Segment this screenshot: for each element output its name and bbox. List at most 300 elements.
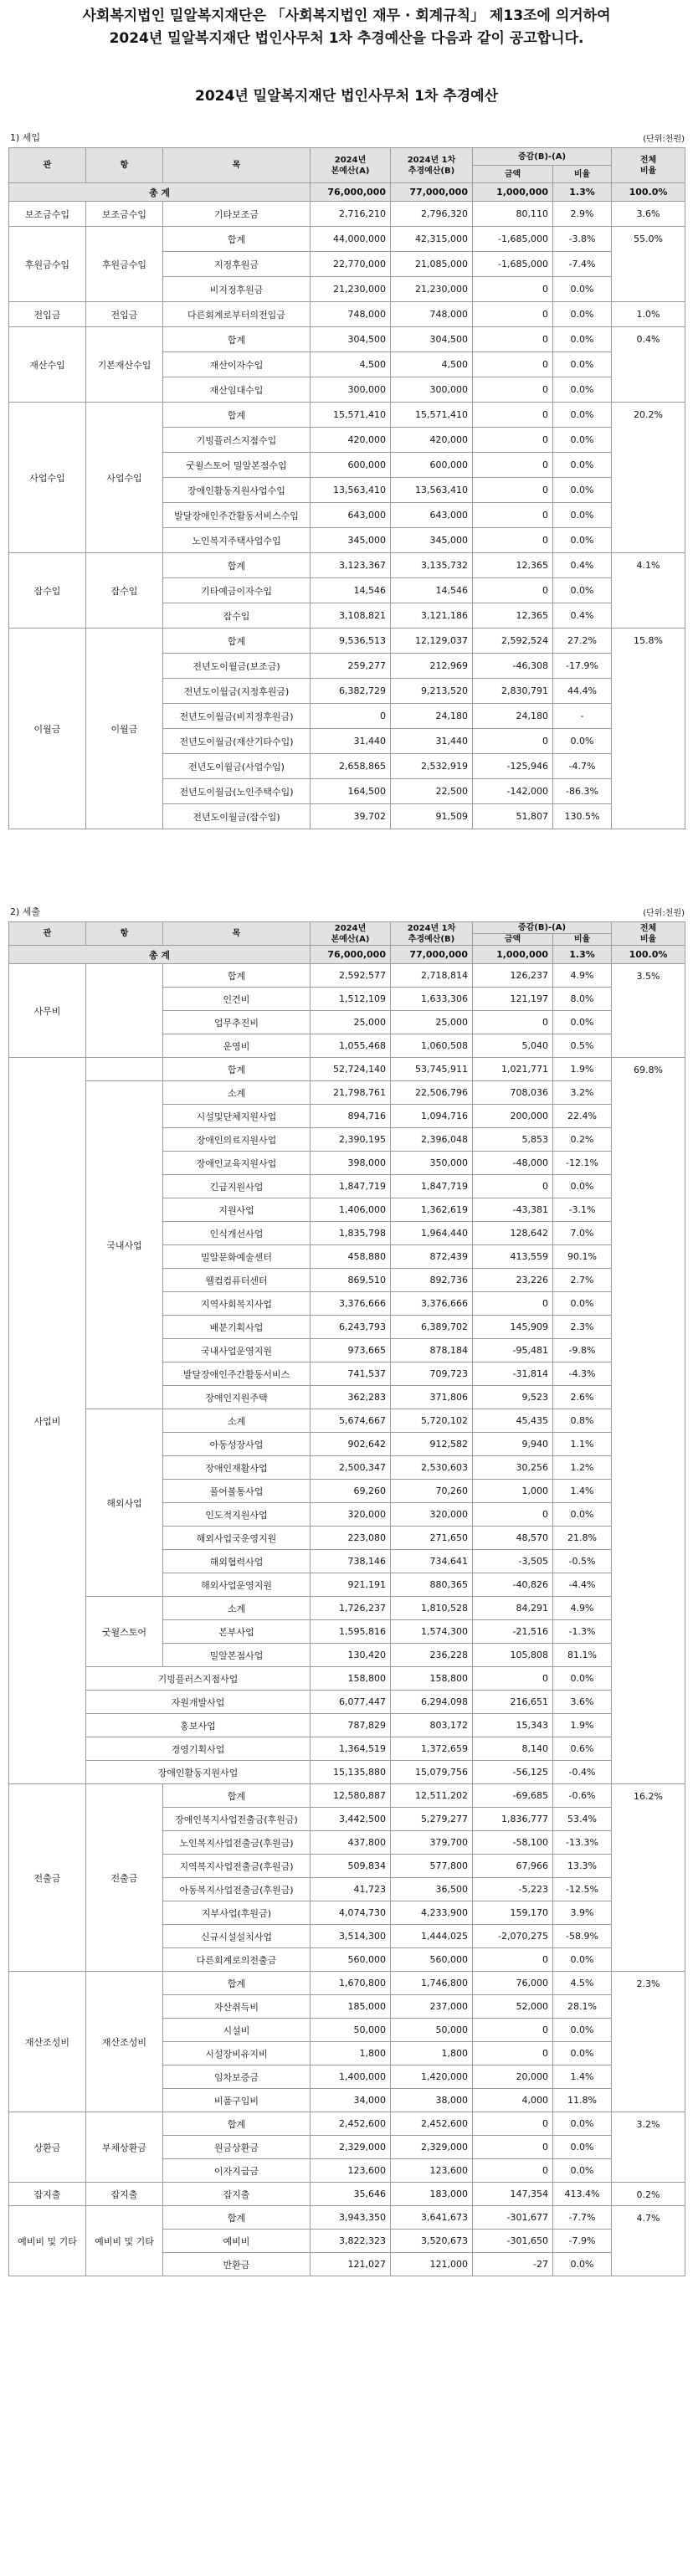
gwan-cell: 후원금수입 (9, 227, 86, 302)
supplementary-amount: 121,000 (391, 2253, 473, 2276)
table-row (9, 629, 685, 654)
supplementary-amount: 9,213,520 (391, 679, 473, 704)
header-supplementary-budget: 2024년 1차 추경예산(B) (391, 148, 473, 183)
total-share: 100.0% (612, 946, 685, 964)
difference-amount: 0 (473, 1292, 553, 1316)
supplementary-amount: 748,000 (391, 302, 473, 327)
difference-ratio: 1.3% (553, 946, 612, 964)
difference-amount: -1,685,000 (473, 227, 553, 252)
difference-ratio: 22.4% (553, 1105, 612, 1128)
mok-cell: 전년도이월금(사업수입) (163, 754, 311, 779)
mok-cell: 자산취득비 (163, 1995, 311, 2019)
original-amount: 362,283 (311, 1386, 391, 1409)
mok-cell: 합계 (163, 1058, 311, 1081)
original-amount: 300,000 (311, 377, 391, 403)
table-row (9, 1081, 685, 1105)
share-cell: 4.1% (612, 553, 685, 629)
supplementary-amount: 3,135,732 (391, 553, 473, 578)
original-amount: 259,277 (311, 654, 391, 679)
supplementary-amount: 5,279,277 (391, 1808, 473, 1831)
difference-amount: 128,642 (473, 1222, 553, 1245)
difference-ratio: 0.0% (553, 578, 612, 603)
mok-cell: 비지정후원금 (163, 277, 311, 302)
original-amount: 1,406,000 (311, 1198, 391, 1222)
income-table (8, 147, 685, 829)
supplementary-amount: 77,000,000 (391, 183, 473, 202)
difference-ratio: -4.7% (553, 754, 612, 779)
difference-ratio: -7.9% (553, 2230, 612, 2253)
difference-amount: 80,110 (473, 202, 553, 227)
difference-amount: 0 (473, 729, 553, 754)
difference-ratio: 1.3% (553, 183, 612, 202)
supplementary-amount: 2,530,603 (391, 1456, 473, 1480)
mok-cell: 원금상환금 (163, 2136, 311, 2159)
mok-cell: 합계 (163, 964, 311, 988)
header-gwan: 관 (9, 922, 86, 946)
supplementary-amount: 320,000 (391, 1503, 473, 1527)
gwan-cell: 재산조성비 (9, 1972, 86, 2112)
mok-cell: 지역복지사업전출금(후원금) (163, 1855, 311, 1878)
original-amount: 14,546 (311, 578, 391, 603)
original-amount: 738,146 (311, 1550, 391, 1573)
supplementary-amount: 22,500 (391, 779, 473, 804)
mok-cell: 국내사업운영지원 (163, 1339, 311, 1362)
notice-text (0, 0, 693, 50)
difference-ratio: 0.0% (553, 503, 612, 528)
table-row (9, 2183, 685, 2206)
difference-amount: 0 (473, 478, 553, 503)
difference-ratio: -1.3% (553, 1620, 612, 1644)
income-section-label: 1) 세입 (10, 132, 41, 143)
mok-cell: 합계 (163, 1972, 311, 1995)
supplementary-amount: 3,520,673 (391, 2230, 473, 2253)
difference-amount: 0 (473, 1175, 553, 1198)
mok-cell: 홍보사업 (86, 1714, 311, 1737)
difference-ratio: 0.5% (553, 1034, 612, 1058)
original-amount: 44,000,000 (311, 227, 391, 252)
supplementary-amount: 2,532,919 (391, 754, 473, 779)
difference-ratio: -4.3% (553, 1362, 612, 1386)
difference-amount: 708,036 (473, 1081, 553, 1105)
supplementary-amount: 2,796,320 (391, 202, 473, 227)
header-gwan: 관 (9, 148, 86, 183)
mok-cell: 지정후원금 (163, 252, 311, 277)
supplementary-amount: 6,294,098 (391, 1691, 473, 1714)
header-hang: 항 (86, 148, 163, 183)
difference-amount: 5,040 (473, 1034, 553, 1058)
supplementary-amount: 31,440 (391, 729, 473, 754)
hang-cell: 후원금수입 (86, 227, 163, 302)
supplementary-amount: 600,000 (391, 453, 473, 478)
supplementary-amount: 91,509 (391, 804, 473, 829)
difference-amount: 105,808 (473, 1644, 553, 1667)
difference-ratio: 0.0% (553, 2136, 612, 2159)
difference-ratio: 0.6% (553, 1737, 612, 1761)
original-amount: 25,000 (311, 1011, 391, 1034)
hang-cell: 굿윌스토어 (86, 1597, 163, 1667)
difference-ratio: 0.0% (553, 2042, 612, 2065)
supplementary-amount: 892,736 (391, 1269, 473, 1292)
share-cell: 20.2% (612, 403, 685, 553)
total-label: 총 계 (9, 183, 311, 202)
difference-ratio: 130.5% (553, 804, 612, 829)
header-amount: 금액 (473, 934, 553, 946)
mok-cell: 신규시설설치사업 (163, 1925, 311, 1948)
difference-ratio: 3.9% (553, 1901, 612, 1925)
difference-ratio: 0.0% (553, 352, 612, 377)
difference-ratio: - (553, 704, 612, 729)
difference-ratio: 1.2% (553, 1456, 612, 1480)
original-amount: 2,716,210 (311, 202, 391, 227)
supplementary-amount: 3,121,186 (391, 603, 473, 629)
mok-cell: 합계 (163, 227, 311, 252)
difference-ratio: 1.4% (553, 1480, 612, 1503)
original-amount: 921,191 (311, 1573, 391, 1597)
total-row (9, 183, 685, 202)
supplementary-amount: 1,574,300 (391, 1620, 473, 1644)
supplementary-amount: 212,969 (391, 654, 473, 679)
difference-amount: 1,000,000 (473, 183, 553, 202)
difference-ratio: 8.0% (553, 988, 612, 1011)
difference-ratio: 1.1% (553, 1433, 612, 1456)
supplementary-amount: 183,000 (391, 2183, 473, 2206)
hang-cell: 해외사업 (86, 1409, 163, 1597)
original-amount: 3,376,666 (311, 1292, 391, 1316)
mok-cell: 합계 (163, 629, 311, 654)
original-amount: 3,108,821 (311, 603, 391, 629)
header-ratio: 비율 (553, 934, 612, 946)
table-row (9, 302, 685, 327)
hang-cell: 부채상환금 (86, 2112, 163, 2183)
original-amount: 13,563,410 (311, 478, 391, 503)
difference-amount: 45,435 (473, 1409, 553, 1433)
mok-cell: 합계 (163, 2112, 311, 2136)
difference-amount: 52,000 (473, 1995, 553, 2019)
mok-cell: 합계 (163, 403, 311, 428)
income-section-header (10, 131, 685, 147)
difference-ratio: 0.0% (553, 729, 612, 754)
difference-ratio: 0.0% (553, 302, 612, 327)
supplementary-amount: 803,172 (391, 1714, 473, 1737)
difference-amount: 0 (473, 277, 553, 302)
supplementary-amount: 912,582 (391, 1433, 473, 1456)
original-amount: 2,658,865 (311, 754, 391, 779)
gwan-cell: 재산수입 (9, 327, 86, 403)
original-amount: 15,135,880 (311, 1761, 391, 1784)
mok-cell: 인도적지원사업 (163, 1503, 311, 1527)
supplementary-amount: 3,641,673 (391, 2206, 473, 2230)
share-cell: 3.5% (612, 964, 685, 1058)
mok-cell: 지부사업(후원금) (163, 1901, 311, 1925)
original-amount: 21,798,761 (311, 1081, 391, 1105)
original-amount: 398,000 (311, 1152, 391, 1175)
hang-cell: 사업수입 (86, 403, 163, 553)
supplementary-amount: 24,180 (391, 704, 473, 729)
difference-ratio: 3.6% (553, 1691, 612, 1714)
mok-cell: 장애인의료지원사업 (163, 1128, 311, 1152)
supplementary-amount: 1,800 (391, 2042, 473, 2065)
share-cell: 16.2% (612, 1784, 685, 1972)
difference-amount: -58,100 (473, 1831, 553, 1855)
difference-amount: 0 (473, 2112, 553, 2136)
mok-cell: 인건비 (163, 988, 311, 1011)
table-row (9, 1058, 685, 1081)
original-amount: 3,442,500 (311, 1808, 391, 1831)
difference-amount: 0 (473, 1667, 553, 1691)
original-amount: 1,400,000 (311, 2065, 391, 2089)
difference-ratio: 13.3% (553, 1855, 612, 1878)
mok-cell: 지역사회복지사업 (163, 1292, 311, 1316)
difference-amount: 0 (473, 528, 553, 553)
difference-amount: 5,853 (473, 1128, 553, 1152)
table-row (9, 1409, 685, 1433)
table-row (9, 2112, 685, 2136)
difference-ratio: -3.1% (553, 1198, 612, 1222)
supplementary-amount: 21,230,000 (391, 277, 473, 302)
mok-cell: 다른회계로의전출금 (163, 1948, 311, 1972)
supplementary-amount: 1,420,000 (391, 2065, 473, 2089)
difference-ratio: 0.0% (553, 1503, 612, 1527)
supplementary-amount: 123,600 (391, 2159, 473, 2183)
supplementary-amount: 1,964,440 (391, 1222, 473, 1245)
table-row (9, 1784, 685, 1808)
difference-amount: -48,000 (473, 1152, 553, 1175)
original-amount: 1,512,109 (311, 988, 391, 1011)
difference-ratio: -9.8% (553, 1339, 612, 1362)
difference-amount: 147,354 (473, 2183, 553, 2206)
table-row (9, 2206, 685, 2230)
difference-ratio: -12.1% (553, 1152, 612, 1175)
share-cell: 3.2% (612, 2112, 685, 2183)
mok-cell: 장애인활동지원사업 (86, 1761, 311, 1784)
share-cell: 2.3% (612, 1972, 685, 2112)
supplementary-amount: 350,000 (391, 1152, 473, 1175)
difference-ratio: 0.0% (553, 1667, 612, 1691)
hang-cell: 잡수입 (86, 553, 163, 629)
header-supplementary-budget: 2024년 1차 추경예산(B) (391, 922, 473, 946)
original-amount: 2,390,195 (311, 1128, 391, 1152)
notice-line-2: 2024년 밀알복지재단 법인사무처 1차 추경예산을 다음과 같이 공고합니다. (109, 30, 584, 47)
mok-cell: 기빙플러스지점사업 (86, 1667, 311, 1691)
original-amount: 9,536,513 (311, 629, 391, 654)
supplementary-amount: 77,000,000 (391, 946, 473, 964)
difference-amount: 200,000 (473, 1105, 553, 1128)
mok-cell: 기빙플러스지점수입 (163, 428, 311, 453)
difference-amount: 15,343 (473, 1714, 553, 1737)
gwan-cell: 잡수입 (9, 553, 86, 629)
difference-amount: 0 (473, 1948, 553, 1972)
mok-cell: 전년도이월금(비지정후원금) (163, 704, 311, 729)
difference-ratio: 0.0% (553, 327, 612, 352)
difference-amount: 4,000 (473, 2089, 553, 2112)
mok-cell: 운영비 (163, 1034, 311, 1058)
table-row (9, 964, 685, 988)
header-total-share: 전체 비율 (612, 148, 685, 183)
table-row (9, 227, 685, 252)
table-row (9, 1667, 685, 1691)
supplementary-amount: 643,000 (391, 503, 473, 528)
original-amount: 0 (311, 704, 391, 729)
mok-cell: 전년도이월금(보조금) (163, 654, 311, 679)
mok-cell: 인식개선사업 (163, 1222, 311, 1245)
supplementary-amount: 12,129,037 (391, 629, 473, 654)
original-amount: 748,000 (311, 302, 391, 327)
original-amount: 3,123,367 (311, 553, 391, 578)
difference-ratio: 0.0% (553, 1011, 612, 1034)
difference-ratio: 0.0% (553, 1175, 612, 1198)
original-amount: 4,074,730 (311, 1901, 391, 1925)
original-amount: 1,835,798 (311, 1222, 391, 1245)
difference-ratio: -0.6% (553, 1784, 612, 1808)
difference-amount: -43,381 (473, 1198, 553, 1222)
expense-section-header (10, 905, 685, 921)
difference-ratio: 90.1% (553, 1245, 612, 1269)
gwan-cell: 전출금 (9, 1784, 86, 1972)
original-amount: 1,364,519 (311, 1737, 391, 1761)
supplementary-amount: 2,718,814 (391, 964, 473, 988)
supplementary-amount: 371,806 (391, 1386, 473, 1409)
total-row (9, 946, 685, 964)
supplementary-amount: 1,094,716 (391, 1105, 473, 1128)
original-amount: 420,000 (311, 428, 391, 453)
hang-cell: 국내사업 (86, 1081, 163, 1409)
difference-ratio: 81.1% (553, 1644, 612, 1667)
difference-ratio: 0.0% (553, 2112, 612, 2136)
difference-amount: 0 (473, 2159, 553, 2183)
mok-cell: 노인복지사업전출금(후원금) (163, 1831, 311, 1855)
difference-ratio: -58.9% (553, 1925, 612, 1948)
difference-ratio: 1.9% (553, 1058, 612, 1081)
difference-amount: 12,365 (473, 553, 553, 578)
difference-amount: 0 (473, 453, 553, 478)
mok-cell: 발달장애인주간활동서비스수입 (163, 503, 311, 528)
difference-ratio: -17.9% (553, 654, 612, 679)
original-amount: 22,770,000 (311, 252, 391, 277)
original-amount: 52,724,140 (311, 1058, 391, 1081)
difference-amount: 9,523 (473, 1386, 553, 1409)
difference-amount: 1,000 (473, 1480, 553, 1503)
difference-amount: -142,000 (473, 779, 553, 804)
supplementary-amount: 6,389,702 (391, 1316, 473, 1339)
original-amount: 2,329,000 (311, 2136, 391, 2159)
difference-ratio: 0.0% (553, 1292, 612, 1316)
difference-ratio: 2.3% (553, 1316, 612, 1339)
difference-ratio: -7.7% (553, 2206, 612, 2230)
mok-cell: 재산임대수입 (163, 377, 311, 403)
difference-ratio: 0.4% (553, 603, 612, 629)
original-amount: 345,000 (311, 528, 391, 553)
original-amount: 164,500 (311, 779, 391, 804)
supplementary-amount: 3,376,666 (391, 1292, 473, 1316)
table-row (9, 403, 685, 428)
gwan-cell: 전입금 (9, 302, 86, 327)
hang-cell: 예비비 및 기타 (86, 2206, 163, 2276)
total-label: 총 계 (9, 946, 311, 964)
difference-ratio: 4.9% (553, 1597, 612, 1620)
difference-amount: -301,650 (473, 2230, 553, 2253)
original-amount: 458,880 (311, 1245, 391, 1269)
mok-cell: 발달장애인주간활동서비스 (163, 1362, 311, 1386)
difference-ratio: 27.2% (553, 629, 612, 654)
mok-cell: 소계 (163, 1409, 311, 1433)
difference-ratio: 0.0% (553, 403, 612, 428)
original-amount: 1,595,816 (311, 1620, 391, 1644)
mok-cell: 웰컴컴퓨터센터 (163, 1269, 311, 1292)
mok-cell: 아동성장사업 (163, 1433, 311, 1456)
difference-amount: 1,021,771 (473, 1058, 553, 1081)
original-amount: 12,580,887 (311, 1784, 391, 1808)
original-amount: 76,000,000 (311, 183, 391, 202)
supplementary-amount: 1,060,508 (391, 1034, 473, 1058)
supplementary-amount: 2,329,000 (391, 2136, 473, 2159)
mok-cell: 다른회계로부터의전입금 (163, 302, 311, 327)
supplementary-amount: 25,000 (391, 1011, 473, 1034)
supplementary-amount: 50,000 (391, 2019, 473, 2042)
original-amount: 4,500 (311, 352, 391, 377)
mok-cell: 자원개발사업 (86, 1691, 311, 1714)
difference-amount: -125,946 (473, 754, 553, 779)
supplementary-amount: 880,365 (391, 1573, 473, 1597)
difference-ratio: 44.4% (553, 679, 612, 704)
supplementary-amount: 15,079,756 (391, 1761, 473, 1784)
difference-ratio: 0.0% (553, 528, 612, 553)
original-amount: 69,260 (311, 1480, 391, 1503)
supplementary-amount: 42,315,000 (391, 227, 473, 252)
mok-cell: 재산이자수입 (163, 352, 311, 377)
header-total-share: 전체 비율 (612, 922, 685, 946)
mok-cell: 해외협력사업 (163, 1550, 311, 1573)
difference-ratio: 0.4% (553, 553, 612, 578)
header-difference: 증감(B)-(A) (473, 148, 612, 166)
difference-amount: -301,677 (473, 2206, 553, 2230)
difference-amount: 76,000 (473, 1972, 553, 1995)
difference-amount: 51,807 (473, 804, 553, 829)
table-row (9, 1972, 685, 1995)
original-amount: 223,080 (311, 1527, 391, 1550)
supplementary-amount: 12,511,202 (391, 1784, 473, 1808)
mok-cell: 시설및단체지원사업 (163, 1105, 311, 1128)
total-share: 100.0% (612, 183, 685, 202)
difference-amount: 20,000 (473, 2065, 553, 2089)
supplementary-amount: 21,085,000 (391, 252, 473, 277)
difference-ratio: -7.4% (553, 252, 612, 277)
difference-amount: 9,940 (473, 1433, 553, 1456)
table-row (9, 1761, 685, 1784)
supplementary-amount: 2,452,600 (391, 2112, 473, 2136)
share-cell: 0.4% (612, 327, 685, 403)
difference-amount: -46,308 (473, 654, 553, 679)
expense-section-label: 2) 세출 (10, 906, 41, 917)
supplementary-amount: 345,000 (391, 528, 473, 553)
difference-ratio: 0.0% (553, 2019, 612, 2042)
original-amount: 2,500,347 (311, 1456, 391, 1480)
supplementary-amount: 560,000 (391, 1948, 473, 1972)
header-original-budget: 2024년 본예산(A) (311, 148, 391, 183)
difference-ratio: 0.0% (553, 2159, 612, 2183)
difference-amount: 48,570 (473, 1527, 553, 1550)
original-amount: 1,670,800 (311, 1972, 391, 1995)
income-unit-label: (단위:천원) (643, 135, 685, 144)
mok-cell: 이자지급금 (163, 2159, 311, 2183)
supplementary-amount: 237,000 (391, 1995, 473, 2019)
original-amount: 123,600 (311, 2159, 391, 2183)
difference-ratio: 53.4% (553, 1808, 612, 1831)
difference-amount: 1,000,000 (473, 946, 553, 964)
original-amount: 6,077,447 (311, 1691, 391, 1714)
supplementary-amount: 2,396,048 (391, 1128, 473, 1152)
difference-amount: 24,180 (473, 704, 553, 729)
difference-ratio: 0.0% (553, 428, 612, 453)
